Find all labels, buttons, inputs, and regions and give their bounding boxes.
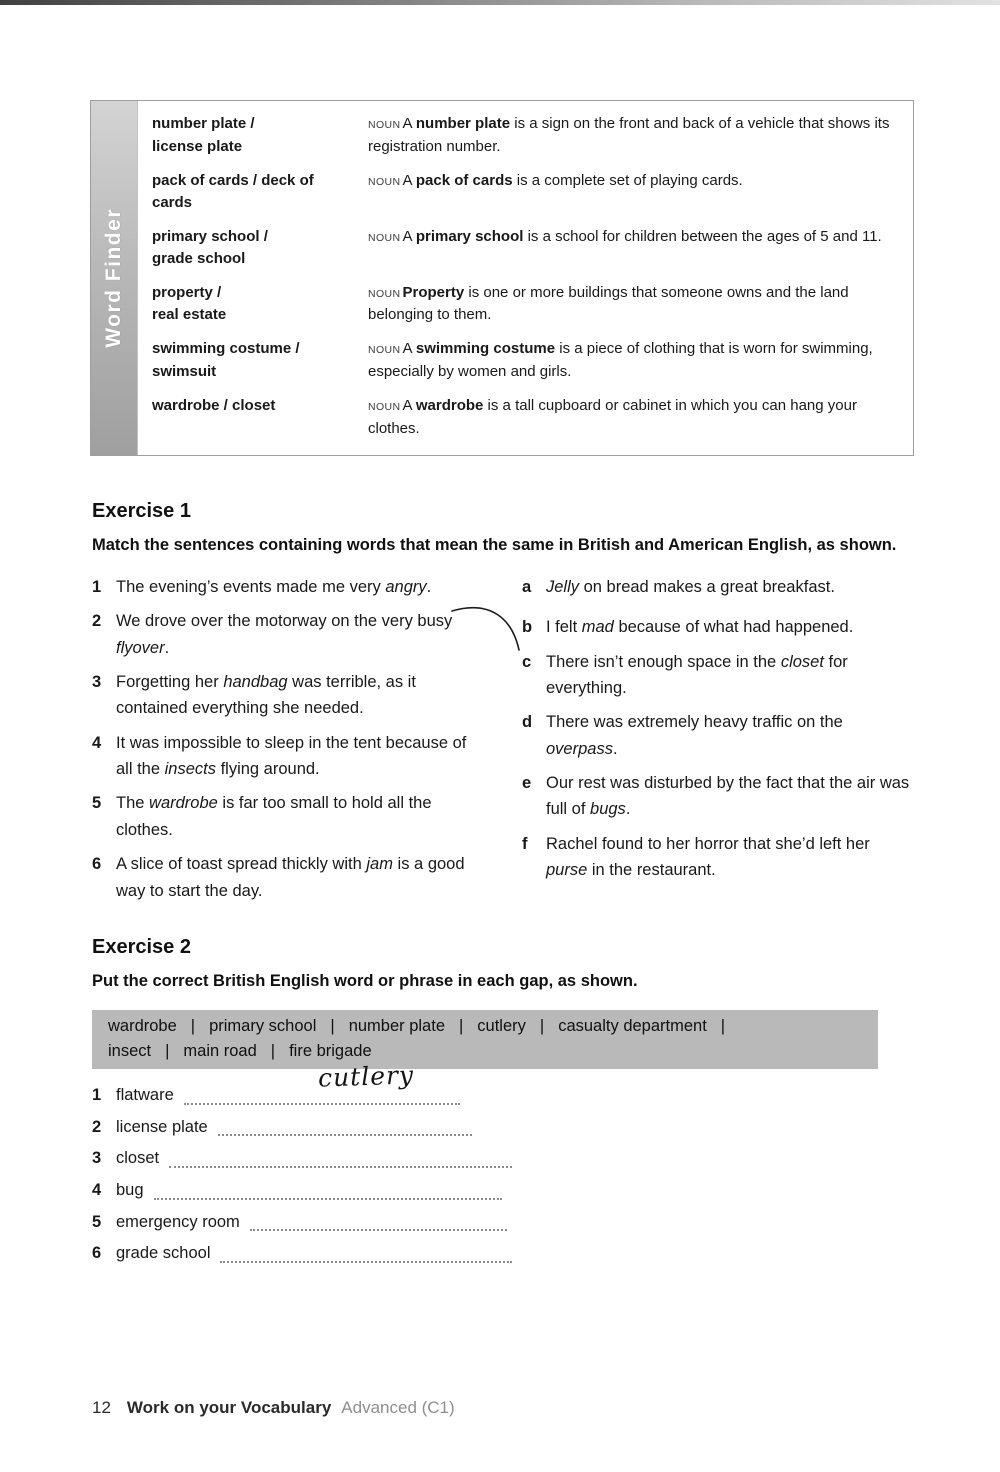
sentence-text: flying around. [215,760,320,779]
sentence-text: A slice of toast spread thickly with [116,855,367,874]
american-word: flatware [116,1086,174,1105]
sentence-text: . [426,577,432,596]
word-bank-item: main road [183,1041,257,1060]
exercise-2-section [92,936,912,1273]
definition-text: is a piece of clothing that is worn for swimming, especially by women and girls. [368,340,873,380]
term-pair [152,282,368,328]
item-number: 2 [92,1117,102,1136]
definition-term: number plate [415,115,511,132]
highlighted-word: mad [581,618,614,637]
sentence-text: Our rest was disturbed by the fact that the air was full of [546,774,910,819]
word-bank-separator: | [539,1016,545,1035]
item-number: 6 [92,855,102,874]
definition [368,282,899,328]
definition-text: A [402,227,416,245]
highlighted-word: flyover [116,638,165,657]
match-item [522,649,912,702]
match-item [92,608,482,661]
sentence-text: in the restaurant. [587,861,716,880]
sentence-text: We drove over the motorway on the very busy [116,612,453,631]
sentence-text: . [612,739,618,758]
term-line: cards [152,194,193,212]
word-finder-label: Word Finder [102,208,125,349]
item-text [116,608,482,661]
definition-text: A [402,340,416,358]
highlighted-word: jam [366,855,393,874]
term-line: swimming costume / [152,340,300,358]
item-text [116,574,482,600]
item-letter: c [522,652,532,671]
item-number: 1 [92,577,102,596]
word-bank-separator: | [165,1041,170,1060]
word-finder-entry [152,338,899,384]
match-item [92,790,482,843]
sentence-text: is a good way to start the day. [116,855,465,900]
answer-line [184,1103,460,1105]
sentence-text: I felt [546,618,582,637]
american-word: license plate [116,1117,208,1136]
item-number: 3 [92,672,102,691]
definition-term: pack of cards [415,171,513,189]
part-of-speech-label: NOUN [368,400,401,413]
term-line: grade school [152,250,246,268]
sentence-text: There isn’t enough space in the [546,652,781,671]
word-bank-line [108,1014,862,1039]
word-finder-sidebar [91,101,138,455]
item-number: 4 [92,733,102,752]
sentence-text: was terrible, as it contained everything she needed. [116,672,416,718]
item-text [546,831,912,884]
term-line: property / [152,283,222,301]
sentence-text: on bread makes a great breakfast. [579,577,835,596]
word-bank-item: insect [108,1041,152,1060]
part-of-speech-label: NOUN [368,344,401,357]
sentence-text: Forgetting her [116,672,224,691]
sentence-text: for everything. [546,652,848,697]
word-bank-line [108,1039,862,1064]
highlighted-word: Jelly [546,577,580,596]
american-word: emergency room [116,1212,240,1231]
exercise-2-title: Exercise 2 [92,936,191,958]
sentence-text: Rachel found to her horror that she’d left her [546,834,870,853]
term-line: swimsuit [152,362,217,380]
definition-text: A [402,396,416,414]
match-item [522,614,912,640]
part-of-speech-label: NOUN [368,231,401,244]
gap-item [92,1115,472,1141]
term-pair [152,170,368,215]
item-number: 5 [92,1212,102,1231]
definition [368,170,899,215]
part-of-speech-label: NOUN [368,175,401,188]
answer-line [220,1261,512,1263]
highlighted-word: handbag [223,672,288,691]
word-bank-separator: | [190,1016,196,1035]
definition-text: A [402,171,416,189]
american-word: grade school [116,1244,211,1263]
word-bank-separator: | [459,1016,464,1035]
term-line: pack of cards / deck of [152,171,314,189]
sentence-text: It was impossible to sleep in the tent because of all the [116,733,467,779]
word-bank-item: casualty department [558,1016,707,1035]
term-pair [152,338,368,384]
definition-text: A [402,115,416,132]
word-finder-box [90,100,914,456]
definition-term: swimming costume [415,340,556,358]
item-text [546,574,912,600]
sentence-text: is far too small to hold all the clothes. [116,794,432,839]
definition [368,338,899,384]
exercise-1-instructions: Match the sentences containing words that mean the same in British and American English, as shown. [92,536,897,554]
word-bank-separator: | [330,1016,335,1035]
item-text [546,709,912,762]
gap-item [92,1146,512,1172]
match-item [92,669,482,722]
item-text [116,790,482,843]
answer-line [154,1198,502,1200]
part-of-speech-label: NOUN [368,119,401,131]
book-title: Work on your Vocabulary [126,1398,332,1417]
word-bank-item: wardrobe [108,1016,177,1035]
item-text [116,730,482,783]
gap-fill-list [92,1083,912,1266]
definition [368,395,899,441]
item-letter: d [522,713,533,732]
matching-exercise [92,574,912,912]
highlighted-word: wardrobe [149,794,218,813]
definition-text: is a complete set of playing cards. [512,171,743,189]
match-item [92,851,482,904]
term-line: number plate / [152,115,255,132]
item-text [546,649,912,702]
sentence-text: because of what had happened. [613,618,854,637]
match-item [92,730,482,783]
item-letter: b [522,618,533,637]
british-sentences-column [92,574,482,912]
definition-term: primary school [415,227,524,245]
item-letter: e [522,774,532,793]
word-bank-item: cutlery [477,1016,526,1035]
term-pair [152,113,368,159]
word-bank [92,1010,878,1070]
item-number: 3 [92,1149,102,1168]
item-text [546,614,912,640]
word-bank-separator: | [720,1016,726,1035]
sentence-text: There was extremely heavy traffic on the [546,713,843,732]
item-text [116,851,482,904]
match-item [522,709,912,762]
word-finder-entry [152,170,899,215]
book-edition: Advanced (C1) [341,1398,455,1417]
word-finder-entry [152,282,899,328]
handwritten-answer: cutlery [317,1060,415,1093]
term-line: primary school / [152,227,268,245]
exercise-1-title: Exercise 1 [92,500,191,522]
highlighted-word: angry [385,577,427,596]
term-pair [152,395,368,441]
highlighted-word: overpass [546,739,613,758]
page-footer [92,1398,455,1418]
item-number: 2 [92,612,102,631]
match-item [522,574,912,600]
term-line: license plate [152,137,243,155]
word-finder-entry [152,113,899,159]
exercise-1-section [92,500,912,912]
item-letter: a [522,577,532,596]
american-sentences-column [522,574,912,912]
american-word: closet [116,1149,160,1168]
match-item [92,574,482,600]
word-finder-entries [138,101,913,455]
sentence-text: . [164,638,170,657]
gap-item [92,1210,507,1236]
answer-line [169,1166,512,1168]
word-finder-entry [152,395,899,441]
part-of-speech-label: NOUN [368,287,401,300]
item-number: 1 [92,1086,102,1105]
definition-text: is one or more buildings that someone owns and the land belonging to them. [368,283,849,324]
definition [368,113,899,159]
page-number: 12 [92,1398,111,1417]
definition-text: is a tall cupboard or cabinet in which you can hang your clothes. [368,396,857,437]
term-pair [152,226,368,271]
highlighted-word: purse [546,861,588,880]
answer-line [218,1134,472,1136]
highlighted-word: insects [164,760,216,779]
highlighted-word: closet [780,652,824,671]
item-number: 6 [92,1244,102,1263]
gap-item [92,1178,502,1204]
sentence-text: . [625,800,631,819]
term-line: wardrobe / closet [152,396,276,414]
item-number: 5 [92,794,102,813]
american-word: bug [116,1180,144,1199]
item-text [546,770,912,823]
scan-edge-artifact [0,0,1000,5]
match-item [522,831,912,884]
word-bank-item: fire brigade [289,1041,372,1060]
definition-term: wardrobe [415,396,484,414]
item-letter: f [522,834,528,853]
gap-item [92,1241,512,1267]
sentence-text: The [116,794,150,813]
exercise-2-instructions: Put the correct British English word or phrase in each gap, as shown. [92,972,638,990]
definition-text: is a school for children between the ages of 5 and 11. [523,227,882,245]
sentence-text: The evening’s events made me very [116,577,386,596]
item-text [116,669,482,722]
word-finder-entry [152,226,899,271]
word-bank-item: primary school [209,1016,317,1035]
word-bank-item: number plate [348,1016,445,1035]
definition-term: Property [402,283,465,301]
highlighted-word: bugs [590,800,626,819]
definition [368,226,899,271]
definition-text: is a sign on the front and back of a vehicle that shows its registration number. [368,115,890,155]
item-number: 4 [92,1180,102,1199]
word-bank-separator: | [270,1041,276,1060]
term-line: real estate [152,306,227,324]
answer-line [250,1229,507,1231]
match-item [522,770,912,823]
